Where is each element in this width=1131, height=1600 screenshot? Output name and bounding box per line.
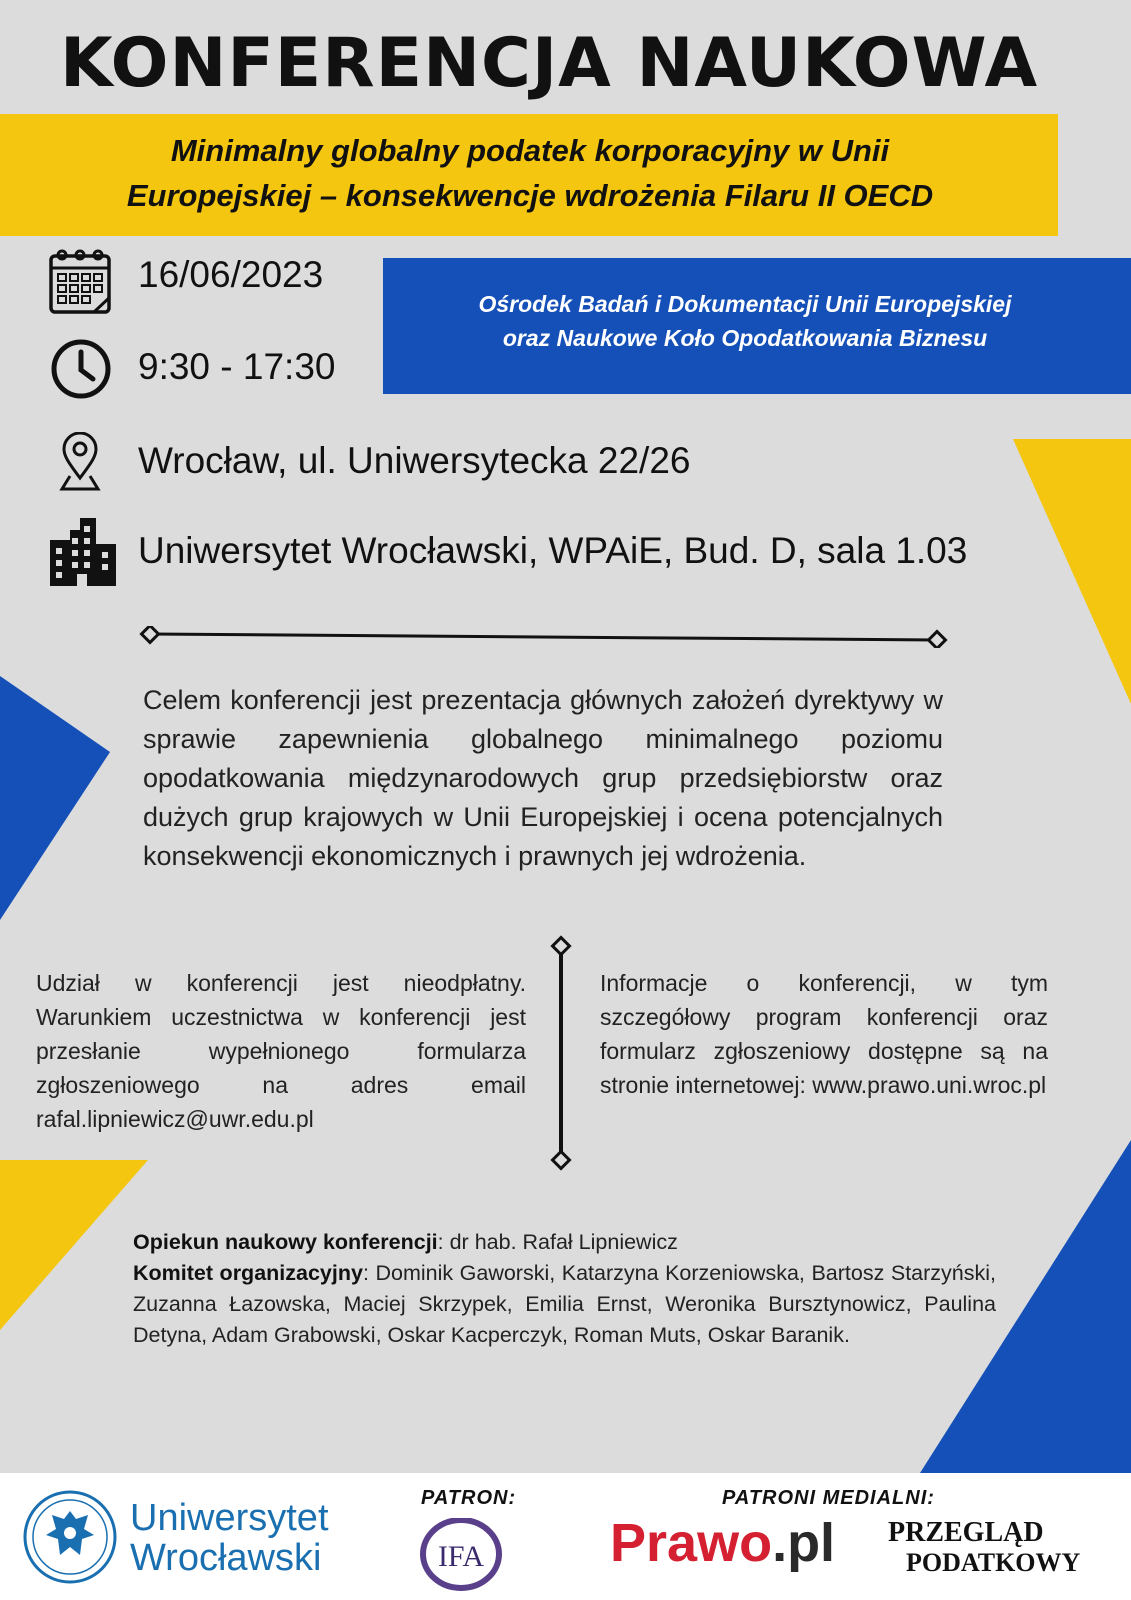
university-emblem-icon	[22, 1489, 118, 1590]
przeglad-line-2: PODATKOWY	[906, 1548, 1081, 1577]
university-line-2: Wrocławski	[130, 1537, 322, 1579]
yellow-triangle-right	[1013, 439, 1131, 704]
organizer-text	[395, 287, 1095, 355]
prawo-logo-suffix: .pl	[772, 1513, 836, 1573]
conference-description: Celem konferencji jest prezentacja głównych założeń dyrektywy w sprawie zapewnienia globalnego minimalnego poziomu opodatkowania międzynarodowych grup przedsiębiorstw oraz dużych grup krajowych w Unii Europejskiej i ocena potencjalnych konsekwencji ekonomicznych i prawnych jej wdrożenia.	[143, 685, 943, 871]
organizer-line-2: oraz Naukowe Koło Opodatkowania Biznesu	[502, 325, 988, 351]
prawo-logo-main: Prawo	[610, 1513, 773, 1573]
organizer-line-1: Ośrodek Badań i Dokumentacji Unii Europejskiej	[478, 291, 1012, 317]
vertical-divider	[548, 934, 574, 1174]
ifa-logo	[415, 1518, 507, 1597]
page-title: KONFERENCJA NAUKOWA	[60, 24, 1039, 103]
clock-icon	[50, 338, 112, 400]
media-patrons-label: PATRONI MEDIALNI:	[722, 1487, 935, 1509]
ifa-logo-text: IFA	[437, 1540, 485, 1573]
organizing-committee	[133, 1227, 996, 1351]
horizontal-divider	[138, 626, 952, 648]
building-icon	[50, 518, 116, 586]
supervisor-label: Opiekun naukowy konferencji	[133, 1230, 438, 1254]
information-text	[600, 966, 1048, 1102]
participation-text: Udział w konferencji jest nieodpłatny. Warunkiem uczestnictwa w konferencji jest przesłanie wypełnionego formularza zgłoszeniowego na adres email	[36, 970, 526, 1098]
committee-members: : Dominik Gaworski, Katarzyna Korzeniowska, Bartosz Starzyński, Zuzanna Łazowska, Maciej Skrzypek, Emilia Ernst, Weronika Bursztynowicz, Paulina Detyna, Adam Grabowski, Oskar Kacperczyk, Roman Muts, Oskar Baranik.	[133, 1261, 996, 1347]
website-link[interactable]: www.prawo.uni.wroc.pl	[812, 1072, 1047, 1098]
supervisor-line	[133, 1227, 996, 1258]
calendar-icon	[48, 246, 114, 316]
prawo-pl-logo	[610, 1512, 835, 1574]
yellow-triangle-left	[0, 1160, 148, 1330]
event-time: 9:30 - 17:30	[138, 346, 336, 387]
university-name	[130, 1498, 329, 1578]
event-venue: Uniwersytet Wrocławski, WPAiE, Bud. D, sala 1.03	[138, 530, 968, 571]
committee-line	[133, 1258, 996, 1351]
event-address: Wrocław, ul. Uniwersytecka 22/26	[138, 440, 691, 481]
conference-subtitle	[30, 128, 1030, 218]
subtitle-line-2: Europejskiej – konsekwencje wdrożenia Filaru II OECD	[126, 178, 934, 213]
participation-info	[36, 966, 526, 1136]
przeglad-podatkowy-logo	[888, 1518, 1080, 1578]
information-body: Informacje o konferencji, w tym szczegółowy program konferencji oraz formularz zgłoszeniowy dostępne są na stronie internetowej:	[600, 970, 1048, 1098]
committee-label: Komitet organizacyjny	[133, 1261, 363, 1285]
supervisor-name: : dr hab. Rafał Lipniewicz	[437, 1230, 678, 1254]
blue-triangle-left	[0, 676, 110, 920]
location-pin-icon	[58, 432, 102, 492]
event-date: 16/06/2023	[138, 254, 324, 295]
subtitle-line-1: Minimalny globalny podatek korporacyjny w Unii	[170, 133, 890, 168]
contact-email[interactable]: rafal.lipniewicz@uwr.edu.pl	[36, 1106, 314, 1132]
university-line-1: Uniwersytet	[130, 1497, 329, 1539]
przeglad-line-1: PRZEGLĄD	[888, 1517, 1044, 1548]
patron-label: PATRON:	[421, 1487, 517, 1509]
